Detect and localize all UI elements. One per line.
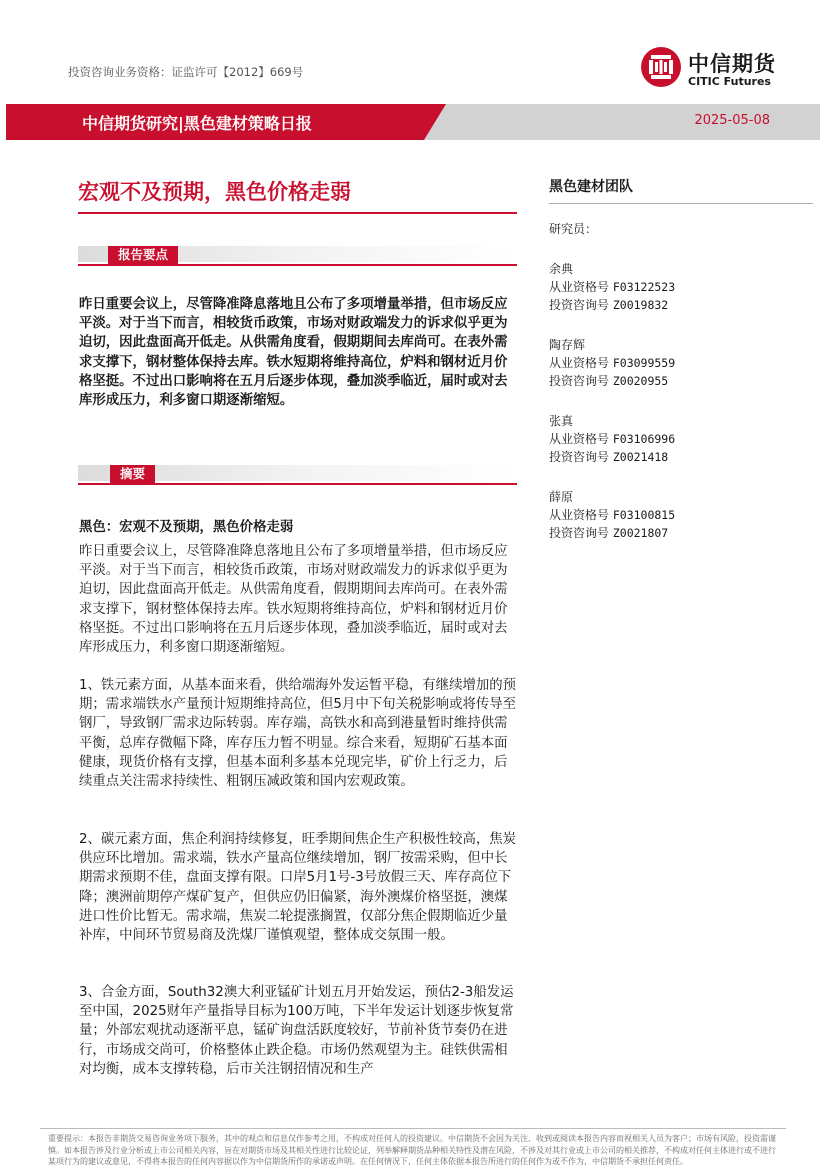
alloy-paragraph: 3、合金方面，South32澳大利亚锰矿计划五月开始发运，预估2-3船发运至中国，2025财年产量指导目标为100万吨，下半年发运计划逐步恢复常量；外部宏观扰动逐渐平息，锰矿询盘活跃度较好，节前补货节奏仍在进行，市场成交尚可，价格整体止跌企稳。市场仍然观望为主。硅铁供需相对均衡，成本支撑转稳，后市关注钢招情况和生产 [79,985,514,1077]
consult-number: Z0019832 [612,298,669,312]
carbon-paragraph: 2、碳元素方面，焦企利润持续修复，旺季期间焦企生产积极性较高，焦炭供应环比增加。需求端，铁水产量高位继续增加，钢厂按需采购，但中长期需求预期不佳，盘面支撑有限。口岸5月1号-3号放假三天、库存高位下降；澳洲前期停产煤矿复产，但供应仍旧偏紧，海外澳煤价格坚挺，澳煤进口性价比暂无。需求端，焦炭二轮提涨搁置，仅部分焦企假期临近少量补库，中间环节贸易商及洗煤厂谨慎观望，整体成交氛围一般。 [79,832,517,944]
qualification-label: 从业资格号 [549,280,610,294]
footer-divider [40,1128,786,1129]
consult-label: 投资咨询号 [549,374,610,388]
iron-paragraph: 1、铁元素方面，从基本面来看，供给端海外发运暂平稳，有继续增加的预期；需求端铁水产量预计短期维持高位，但5月中下旬关税影响或将传导至钢厂，导致钢厂需求边际转弱。库存端，高铁水和高到港量暂时维持供需平衡，总库存微幅下降，库存压力暂不明显。综合来看，短期矿石基本面健康，现货价格有支撑，但基本面利多基本兑现完毕，矿价上行乏力，后续重点关注需求持续性、粗钢压减政策和国内宏观政策。 [79,678,517,790]
brand-name-en: CITIC Futures [688,75,771,88]
summary-label: 摘要 [110,465,155,483]
citic-logo-icon [640,46,682,88]
researchers-label: 研究员： [549,222,598,236]
researcher-name: 陶存辉 [549,338,586,352]
researcher-name: 张真 [549,414,574,428]
report-banner [6,104,820,140]
summary-heading: 黑色：宏观不及预期，黑色价格走弱 [79,520,294,535]
consult-number: Z0021807 [612,526,669,540]
license-text: 投资咨询业务资格：证监许可【2012】669号 [68,65,304,79]
researcher-name: 薛原 [549,490,574,504]
team-divider [549,203,813,204]
summary-header [78,465,517,487]
researcher-name: 余典 [549,262,574,276]
consult-label: 投资咨询号 [549,298,610,312]
qualification-label: 从业资格号 [549,508,610,522]
qualification-number: F03122523 [612,280,676,294]
qualification-number: F03100815 [612,508,676,522]
key-points-text: 昨日重要会议上，尽管降准降息落地且公布了多项增量举措，但市场反应平淡。对于当下而言，相较货币政策，市场对财政端发力的诉求似乎更为迫切，因此盘面高开低走。从供需角度看，假期期间去库尚可。在表外需求支撑下，钢材整体保持去库。铁水短期将维持高位，炉料和钢材近月价格坚挺。不过出口影响将在五月后逐步体现，叠加淡季临近，届时或对去库形成压力，利多窗口期逐渐缩短。 [79,297,508,409]
consult-label: 投资咨询号 [549,450,610,464]
qualification-number: F03106996 [612,432,676,446]
team-title: 黑色建材团队 [549,179,633,195]
report-title: 宏观不及预期，黑色价格走弱 [78,180,351,204]
consult-number: Z0020955 [612,374,669,388]
banner-title: 中信期货研究|黑色建材策略日报 [82,114,312,133]
qualification-label: 从业资格号 [549,432,610,446]
brand-name-cn: 中信期货 [688,52,776,76]
title-divider [78,212,517,214]
qualification-label: 从业资格号 [549,356,610,370]
consult-label: 投资咨询号 [549,526,610,540]
qualification-number: F03099559 [612,356,676,370]
citic-futures-logo [640,46,810,94]
report-date: 2025-05-08 [694,113,770,128]
disclaimer-text: 重要提示：本报告非期货交易咨询业务项下服务，其中的观点和信息仅作参考之用，不构成对任何人的投资建议。中信期货不会因为关注、收到或阅读本报告内容而视相关人员为客户；市场有风险，投资需谨慎。如本报告涉及行业分析或上市公司相关内容，旨在对期货市场及其相关性进行比较论证，列举解释期货品种相关特性及潜在风险，不涉及对其行业或上市公司的相关推荐，不构成对任何主体进行或不进行某项行为的建议或意见，不得将本报告的任何内容据以作为中信期货所作的承诺或声明。在任何情况下，任何主体依据本报告所进行的任何作为或不作为，中信期货不承担任何责任。 [48,1134,776,1166]
key-points-label: 报告要点 [108,246,178,264]
consult-number: Z0021418 [612,450,669,464]
summary-paragraph: 昨日重要会议上，尽管降准降息落地且公布了多项增量举措，但市场反应平淡。对于当下而言，相较货币政策，市场对财政端发力的诉求似乎更为迫切，因此盘面高开低走。从供需角度看，假期期间去库尚可。在表外需求支撑下，钢材整体保持去库。铁水短期将维持高位，炉料和钢材近月价格坚挺。不过出口影响将在五月后逐步体现，叠加淡季临近，届时或对去库形成压力，利多窗口期逐渐缩短。 [79,544,508,656]
key-points-header [78,246,517,268]
